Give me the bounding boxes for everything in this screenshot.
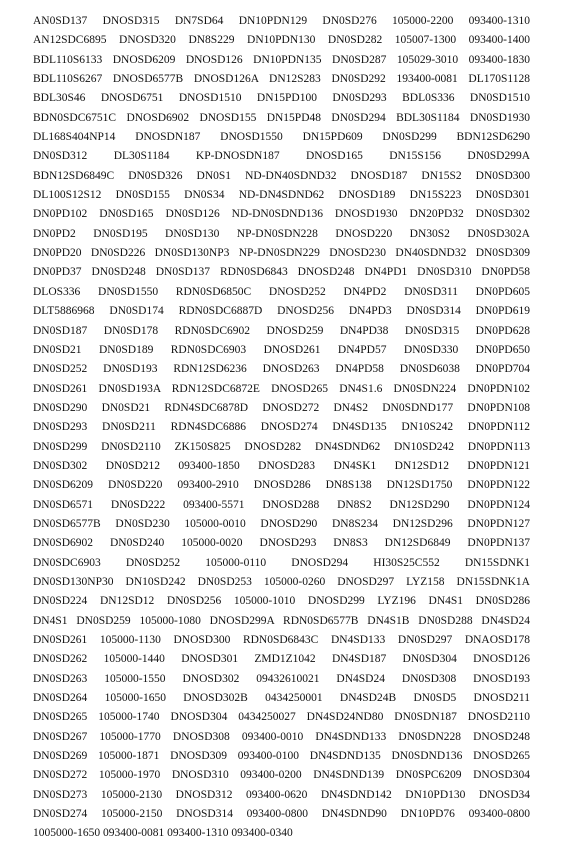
text-line: DN0SD269 105000-1871 DNOSD309 093400-0100 DN4SDND135 DN0SDND136 DNOSD265 <box>33 750 530 763</box>
text-line: DN0SD261 DN0SD193A RDN12SDC6872E DNOSD265 DN4S1.6 DN0SDN224 DN0PDN102 <box>33 382 530 395</box>
text-line: DN0PD102 DN0SD165 DN0SD126 ND-DN0SDND136 DNOSD1930 DN20PD32 DN0SD302 <box>33 208 530 221</box>
text-line: BDN12SD6849C DN0SD326 DN0S1 ND-DN40SDND32 DNOSD187 DN15S2 DN0SD300 <box>33 169 530 182</box>
text-line: DN0SD261 105000-1130 DNOSD300 RDN0SD6843C DN4SD133 DN0SD297 DNAOSD178 <box>33 634 530 646</box>
text-line: DN0SD312 DL30S1184 KP-DNOSDN187 DNOSD165 DN15S156 DN0SD299A <box>33 150 530 163</box>
text-line: DN0PD20 DN0SD226 DN0SD130NP3 NP-DN0SDN229 DNOSD230 DN40SDND32 DN0SD309 <box>33 247 530 260</box>
text-line: DN0SD6571 DN0SD222 093400-5571 DNOSD288 DN8S2 DN12SD290 DN0PDN124 <box>33 498 530 511</box>
text-line: AN0SD137 DNOSD315 DN7SD64 DN10PDN129 DN0SD276 105000-2200 093400-1310 <box>33 15 530 27</box>
text-line: DN0SD265 105000-1740 DNOSD304 0434250027 DN4SD24ND80 DN0SDN187 DNOSD2110 <box>33 711 530 724</box>
text-line: DN0SD130NP30 DN10SD242 DN0SD253 105000-0260 DNOSD297 LYZ158 DN15SDNK1A <box>33 575 530 588</box>
text-line: DN0SD6902 DN0SD240 105000-0020 DNOSD293 DN8S3 DN12SD6849 DN0PDN137 <box>33 537 530 550</box>
text-line: DLOS336 DN0SD1550 RDN0SD6850C DNOSD252 DN4PD2 DN0SD311 DN0PD605 <box>33 285 530 298</box>
text-line: DN0SD21 DN0SD189 RDN0SDC6903 DNOSD261 DN4PD57 DN0SD330 DN0PD650 <box>33 343 530 356</box>
text-line: DN0SD290 DN0SD21 RDN4SDC6878D DNOSD272 DN4S2 DN0SDND177 DN0PDN108 <box>33 401 530 414</box>
text-line: BDL110S6267 DNOSD6577B DNOSD126A DN12S283 DN0SD292 193400-0081 DL170S1128 <box>33 73 530 86</box>
text-line: DN0SDC6903 DN0SD252 105000-0110 DNOSD294 HI30S25C552 DN15SDNK1 <box>33 556 530 569</box>
text-line: DN0SD252 DN0SD193 RDN12SD6236 DNOSD263 DN4PD58 DN0SD6038 DN0PD704 <box>33 363 530 376</box>
text-line: DN0SD267 105000-1770 DNOSD308 093400-0010 DN4SDND133 DN0SDN228 DNOSD248 <box>33 730 530 743</box>
text-line: DN0PD37 DN0SD248 DN0SD137 RDN0SD6843 DNOSD248 DN4PD1 DN0SD310 DN0PD58 <box>33 266 530 279</box>
text-line: DN0SD299 DN0SD2110 ZK150S825 DNOSD282 DN4SDND62 DN10SD242 DN0PDN113 <box>33 440 530 453</box>
text-line: DN0SD272 105000-1970 DNOSD310 093400-0200 DN4SDND139 DN0SPC6209 DNOSD304 <box>33 769 530 782</box>
text-line: DN0SD293 DN0SD211 RDN4SDC6886 DNOSD274 DN4SD135 DN10S242 DN0PDN112 <box>33 421 530 434</box>
text-line: BDN0SDC6751C DNOSD6902 DNOSD155 DN15PD48 DN0SD294 BDL30S1184 DN0SD1930 <box>33 111 530 124</box>
text-line: 1005000-1650 093400-0081 093400-1310 093400-0340 <box>33 827 293 840</box>
text-line: DN0SD264 105000-1650 DNOSD302B 0434250001 DN4SD24B DN0SD5 DNOSD211 <box>33 692 530 705</box>
text-line: DN4S1 DN0SD259 105000-1080 DNOSD299A RDN0SD6577B DN4S1B DN0SD288 DN4SD24 <box>33 614 530 627</box>
part-number-list <box>33 12 530 844</box>
text-line: DL100S12S12 DN0SD155 DN0S34 ND-DN4SDND62 DNOSD189 DN15S223 DN0SD301 <box>33 189 530 202</box>
text-line: DN0SD224 DN12SD12 DN0SD256 105000-1010 DNOSD299 LYZ196 DN4S1 DN0SD286 <box>33 595 530 608</box>
text-line: DN0SD274 105000-2150 DNOSD314 093400-0800 DN4SDND90 DN10PD76 093400-0800 <box>33 808 530 821</box>
text-line: AN12SDC6895 DNOSD320 DN8S229 DN10PDN130 DN0SD282 105007-1300 093400-1400 <box>33 34 530 47</box>
text-line: DL168S404NP14 DNOSDN187 DNOSD1550 DN15PD609 DN0SD299 BDN12SD6290 <box>33 131 530 144</box>
text-line: DLT5886968 DN0SD174 RDN0SDC6887D DNOSD256 DN4PD3 DN0SD314 DN0PD619 <box>33 305 530 318</box>
text-line: DN0SD273 105000-2130 DNOSD312 093400-0620 DN4SDND142 DN10PD130 DNOSD34 <box>33 788 530 801</box>
text-line: BDL30S46 DNOSD6751 DNOSD1510 DN15PD100 DN0SD293 BDL0S336 DN0SD1510 <box>33 92 530 105</box>
text-line: DN0SD6577B DN0SD230 105000-0010 DNOSD290 DN8S234 DN12SD296 DN0PDN127 <box>33 517 530 530</box>
text-line: DN0SD262 105000-1440 DNOSD301 ZMD1Z1042 DN4SD187 DN0SD304 DNOSD126 <box>33 653 530 666</box>
text-line: DN0SD263 105000-1550 DNOSD302 09432610021 DN4SD24 DN0SD308 DNOSD193 <box>33 672 530 685</box>
text-line: BDL110S6133 DNOSD6209 DNOSD126 DN10PDN135 DN0SD287 105029-3010 093400-1830 <box>33 53 530 66</box>
text-line: DN0SD187 DN0SD178 RDN0SDC6902 DNOSD259 DN4PD38 DN0SD315 DN0PD628 <box>33 324 530 337</box>
text-line: DN0PD2 DN0SD195 DN0SD130 NP-DN0SDN228 DNOSD220 DN30S2 DN0SD302A <box>33 227 530 240</box>
text-line: DN0SD6209 DN0SD220 093400-2910 DNOSD286 DN8S138 DN12SD1750 DN0PDN122 <box>33 479 530 492</box>
text-line: DN0SD302 DN0SD212 093400-1850 DNOSD283 DN4SK1 DN12SD12 DN0PDN121 <box>33 459 530 472</box>
